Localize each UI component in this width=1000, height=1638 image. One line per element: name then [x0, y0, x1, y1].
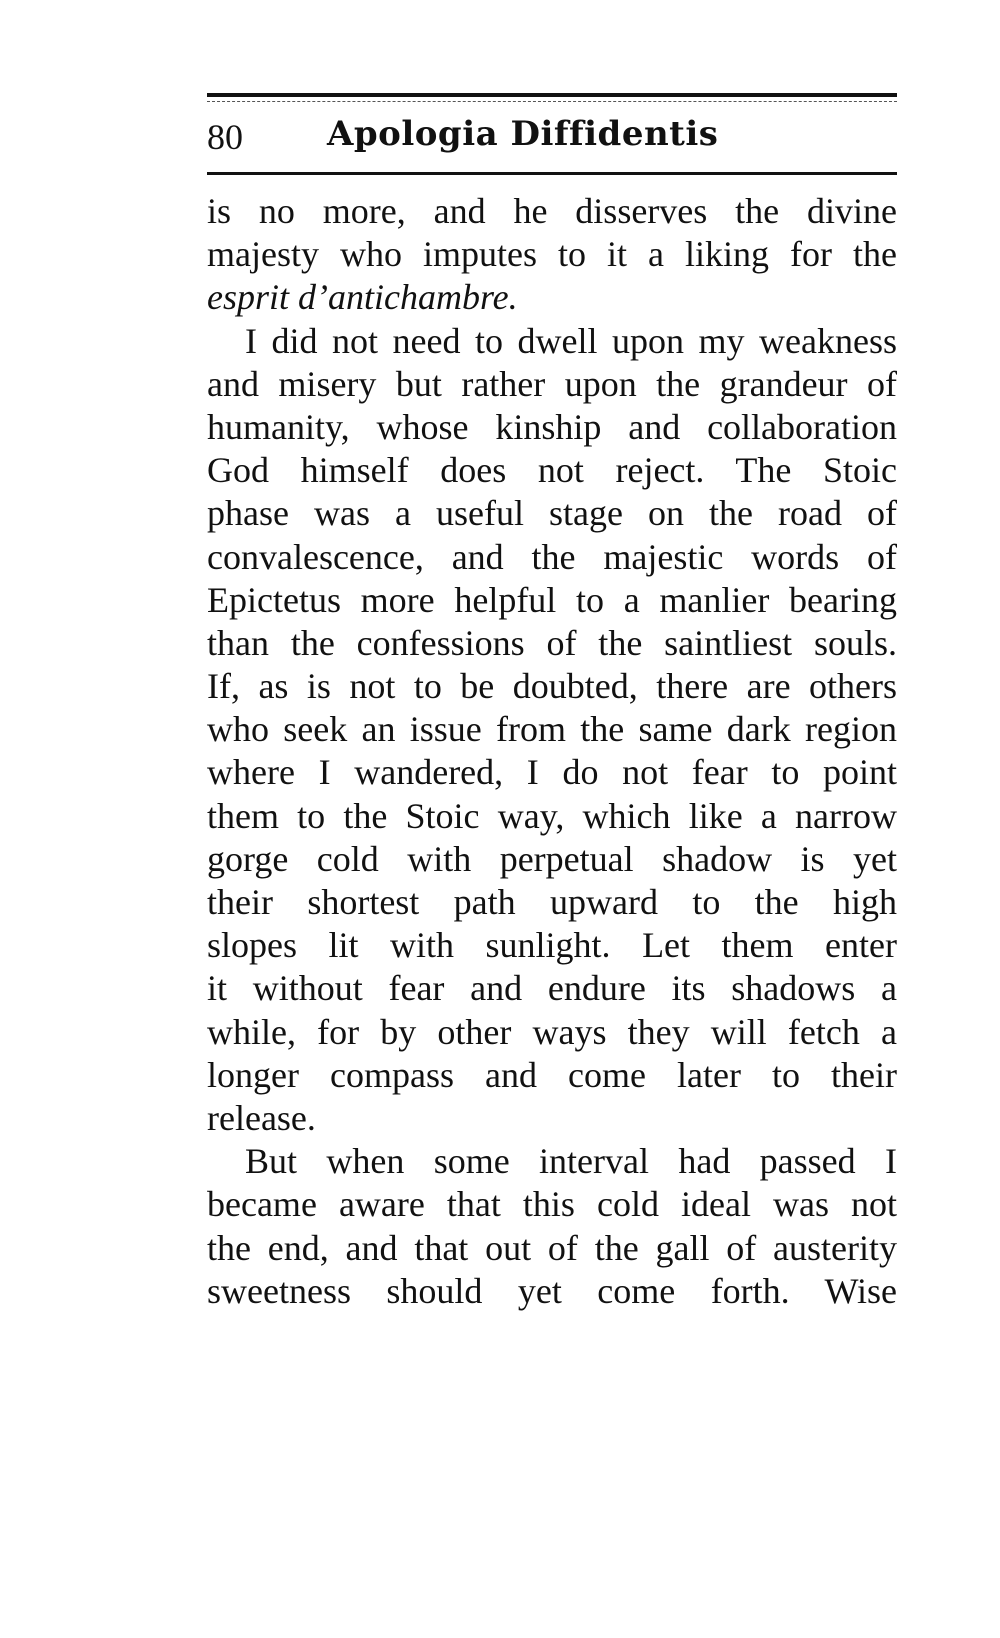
text-line: the end, and that out of the gall of austerity	[207, 1227, 897, 1268]
text-line: humanity, whose kinship and collaboration	[207, 406, 897, 447]
text-line: it without fear and endure its shadows a	[207, 968, 897, 1009]
text-line: But when some interval had passed I	[245, 1141, 897, 1182]
running-title: Apologia Diffidentis	[327, 114, 719, 154]
text-line: while, for by other ways they will fetch a	[207, 1011, 897, 1052]
text-line: esprit d’antichambre.	[207, 277, 518, 318]
body-text	[207, 190, 897, 1313]
text-line: is no more, and he disserves the divine	[207, 191, 897, 231]
text-line: and misery but rather upon the grandeur of	[207, 363, 897, 404]
text-line: majesty who imputes to it a liking for the	[207, 234, 897, 275]
text-line: them to the Stoic way, which like a narrow	[207, 795, 897, 836]
text-line: I did not need to dwell upon my weakness	[245, 320, 897, 361]
text-line: became aware that this cold ideal was not	[207, 1184, 897, 1225]
running-header	[207, 112, 897, 164]
text-line: If, as is not to be doubted, there are others	[207, 666, 897, 707]
text-line: their shortest path upward to the high	[207, 882, 897, 922]
text-line: sweetness should yet come forth. Wise	[207, 1270, 897, 1311]
text-line: phase was a useful stage on the road of	[207, 493, 897, 534]
text-line: gorge cold with perpetual shadow is yet	[207, 838, 897, 879]
text-line: slopes lit with sunlight. Let them enter	[207, 925, 897, 966]
header-top-rule	[207, 93, 897, 97]
text-line: where I wandered, I do not fear to point	[207, 752, 897, 793]
text-line: release.	[207, 1097, 316, 1138]
text-line: convalescence, and the majestic words of	[207, 536, 897, 577]
text-line: Epictetus more helpful to a manlier bearing	[207, 579, 897, 620]
text-line: than the confessions of the saintliest souls.	[207, 622, 897, 663]
header-top-thin-rule	[207, 101, 897, 103]
page-number: 80	[207, 117, 243, 157]
header-bottom-rule	[207, 172, 897, 175]
text-line: who seek an issue from the same dark region	[207, 709, 897, 750]
text-line: longer compass and come later to their	[207, 1054, 897, 1095]
text-line: God himself does not reject. The Stoic	[207, 450, 897, 491]
